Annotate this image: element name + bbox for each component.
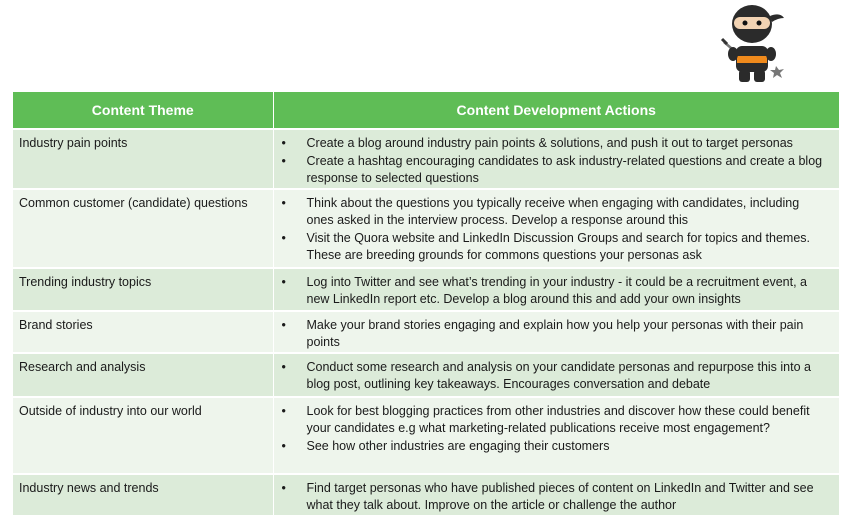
action-item [274, 274, 830, 309]
table-row [13, 268, 839, 311]
action-text: Conduct some research and analysis on your candidate personas and repurpose this into a blog post, outlining key takeaways. Encourages conversation and debate [306, 359, 811, 391]
table-row [13, 189, 839, 268]
theme-cell: Industry news and trends [13, 474, 273, 516]
table-header-row [13, 92, 839, 129]
action-item [274, 135, 830, 153]
ninja-mascot-icon [718, 2, 786, 88]
theme-cell: Trending industry topics [13, 268, 273, 311]
action-text: Find target personas who have published pieces of content on LinkedIn and Twitter and see what they talk about. Improve on the article or challenge the author [306, 480, 814, 512]
action-item [274, 230, 830, 265]
bullet-icon: • [281, 274, 286, 289]
header-content-theme: Content Theme [13, 92, 273, 129]
action-text: Think about the questions you typically receive when engaging with candidates, including ones asked in the interview process. Develop a response around this [306, 195, 800, 227]
actions-cell [273, 397, 839, 474]
action-item [274, 195, 830, 230]
table-row [13, 353, 839, 397]
content-theme-table [13, 92, 839, 517]
action-item [274, 403, 830, 438]
actions-cell [273, 268, 839, 311]
theme-cell: Research and analysis [13, 353, 273, 397]
action-text: Log into Twitter and see what’s trending in your industry - it could be a recruitment event, a new LinkedIn report etc. Develop a blog around this and add your own insights [306, 274, 808, 306]
action-item [274, 153, 830, 188]
action-text: See how other industries are engaging their customers [306, 438, 610, 453]
actions-cell [273, 353, 839, 397]
action-text: Create a hashtag encouraging candidates to ask industry-related questions and create a blog response to selected questions [306, 153, 823, 185]
table-row [13, 129, 839, 189]
action-item [274, 317, 830, 352]
theme-cell: Common customer (candidate) questions [13, 189, 273, 268]
action-item [274, 480, 830, 515]
theme-cell: Industry pain points [13, 129, 273, 189]
bullet-icon: • [281, 195, 286, 210]
actions-cell [273, 311, 839, 353]
bullet-icon: • [281, 230, 286, 245]
action-item [274, 359, 830, 394]
table-row [13, 311, 839, 353]
header-content-actions: Content Development Actions [273, 92, 839, 129]
theme-cell: Outside of industry into our world [13, 397, 273, 474]
bullet-icon: • [281, 359, 286, 374]
bullet-icon: • [281, 317, 286, 332]
table-row [13, 474, 839, 516]
actions-cell [273, 189, 839, 268]
action-item [274, 438, 830, 456]
bullet-icon: • [281, 480, 286, 495]
bullet-icon: • [281, 153, 286, 168]
action-text: Visit the Quora website and LinkedIn Discussion Groups and search for topics and themes. These are breeding grounds for commons questions your personas ask [306, 230, 811, 262]
action-text: Look for best blogging practices from other industries and discover how these could benefit your candidates e.g what marketing-related publications receive most engagement? [306, 403, 810, 435]
actions-cell [273, 474, 839, 516]
action-text: Make your brand stories engaging and explain how you help your personas with their pain points [306, 317, 804, 349]
theme-cell: Brand stories [13, 311, 273, 353]
actions-cell [273, 129, 839, 189]
bullet-icon: • [281, 136, 286, 150]
table-row [13, 397, 839, 474]
bullet-icon: • [281, 403, 286, 418]
action-text: Create a blog around industry pain points & solutions, and push it out to target personas [306, 136, 793, 150]
bullet-icon: • [281, 438, 286, 453]
